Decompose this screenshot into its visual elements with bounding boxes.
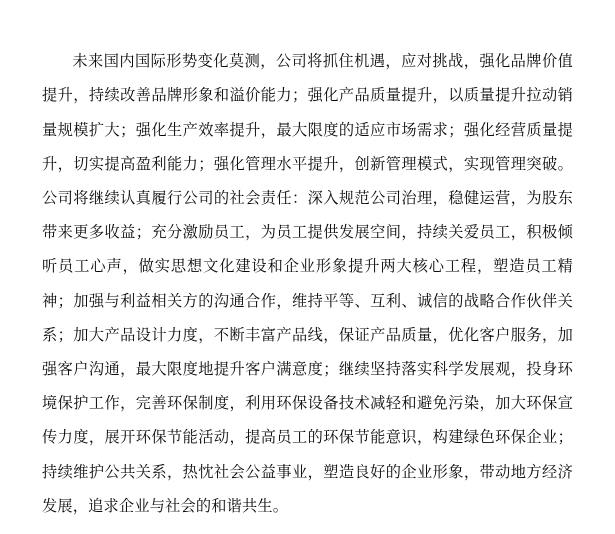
document-paragraph: 未来国内国际形势变化莫测，公司将抓住机遇，应对挑战，强化品牌价值提升，持续改善品牌形象和溢价能力；强化产品质量提升，以质量提升拉动销量规模扩大；强化生产效率提升，最大限度的适应市场需求；强化经营质量提升，切实提高盈利能力；强化管理水平提升，创新管理模式，实现管理突破。公司将继续认真履行公司的社会责任：深入规范公司治理，稳健运营，为股东带来更多收益；充分激励员工，为员工提供发展空间，持续关爱员工，积极倾听员工心声，做实思想文化建设和企业形象提升两大核心工程，塑造员工精神；加强与利益相关方的沟通合作，维持平等、互利、诚信的战略合作伙伴关系；加大产品设计力度，不断丰富产品线，保证产品质量，优化客户服务，加强客户沟通，最大限度地提升客户满意度；继续坚持落实科学发展观，投身环境保护工作，完善环保制度，利用环保设备技术减轻和避免污染，加大环保宣传力度，展开环保节能活动，提高员工的环保节能意识，构建绿色环保企业；持续维护公共关系，热忱社会公益事业，塑造良好的企业形象，带动地方经济发展，追求企业与社会的和谐共生。: [42, 53, 573, 515]
